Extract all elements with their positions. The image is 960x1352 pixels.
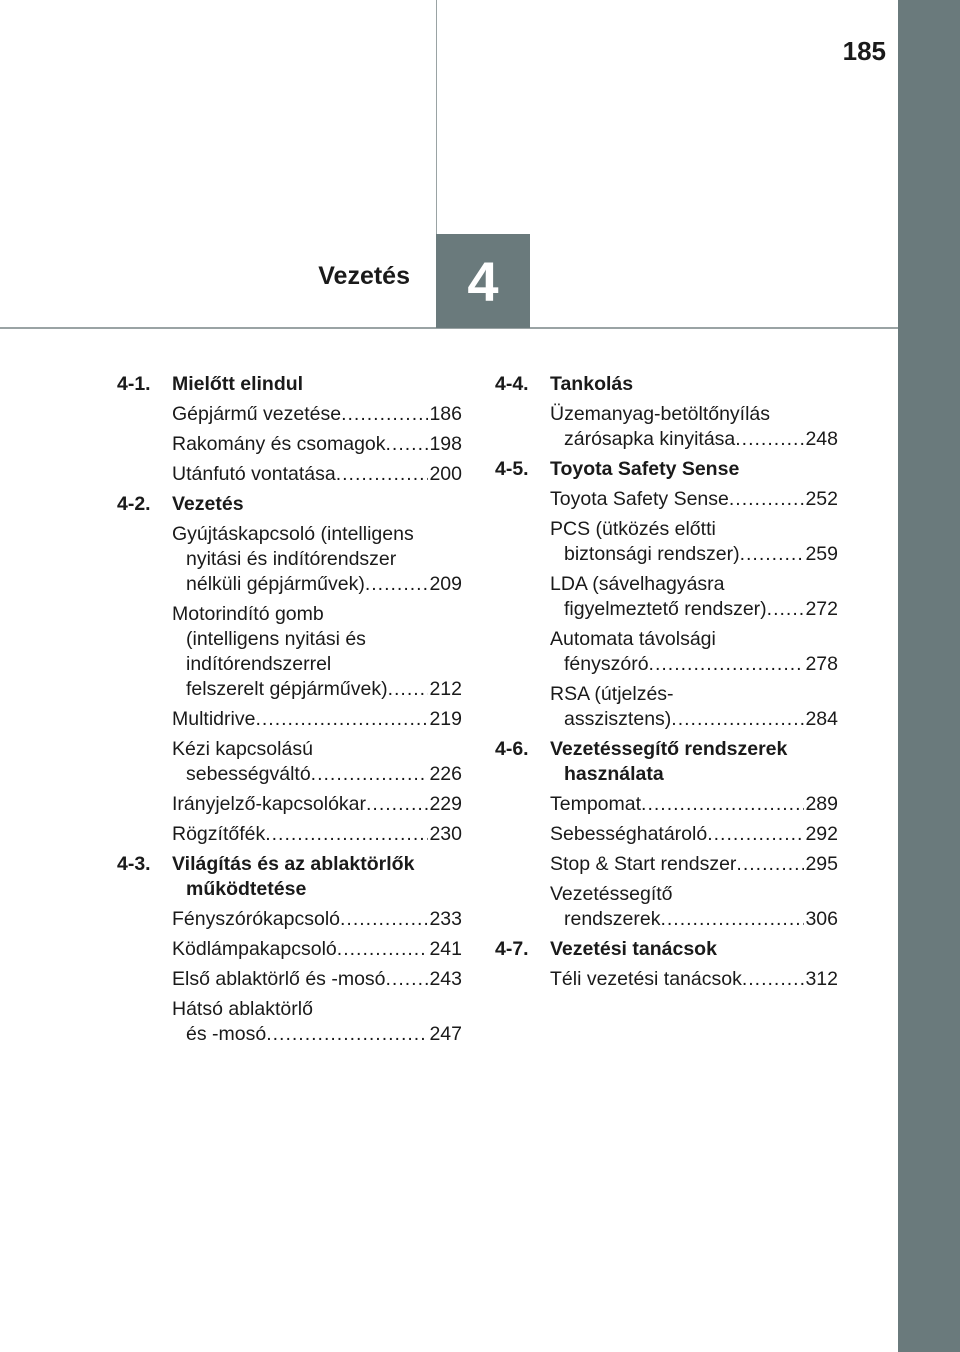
dot-leader <box>671 707 804 732</box>
entry-last-line <box>550 792 838 817</box>
toc-entry <box>495 852 838 877</box>
entry-text: Rögzítőfék <box>172 823 266 845</box>
toc-entry <box>495 967 838 992</box>
entry-page-number: 243 <box>429 968 462 990</box>
entry-text: Multidrive <box>172 708 256 730</box>
dot-leader <box>641 792 804 817</box>
entry-last-line <box>550 852 838 877</box>
section-title-line: Toyota Safety Sense <box>550 458 740 480</box>
dot-leader <box>365 572 429 597</box>
entry-page-number: 278 <box>805 653 838 675</box>
section-number: 4-1. <box>117 373 151 395</box>
entry-text-line: Hátsó ablaktörlő <box>172 998 313 1020</box>
section-title-line: Világítás és az ablaktörlők <box>172 853 415 875</box>
section-title <box>172 372 462 397</box>
toc-entry <box>117 432 462 457</box>
section-title-line: használata <box>564 763 664 785</box>
entry-last-line <box>172 1022 462 1047</box>
entry-text: figyelmeztető rendszer) <box>564 598 767 620</box>
toc-right-column <box>495 372 838 997</box>
toc-section-heading <box>495 937 838 962</box>
section-number: 4-4. <box>495 373 529 395</box>
toc-entry <box>495 682 838 732</box>
entry-text: Stop & Start rendszer <box>550 853 737 875</box>
section-title <box>550 457 838 482</box>
dot-leader <box>341 402 428 427</box>
entry-text: és -mosó <box>186 1023 267 1045</box>
toc-entry <box>117 822 462 847</box>
toc-entry <box>495 517 838 567</box>
entry-last-line <box>172 432 462 457</box>
entry-last-line <box>550 822 838 847</box>
toc-entry <box>117 997 462 1047</box>
dot-leader <box>386 967 429 992</box>
entry-text: Irányjelző-kapcsolókar <box>172 793 367 815</box>
section-title <box>172 492 462 517</box>
entry-page-number: 252 <box>805 488 838 510</box>
entry-last-line <box>172 462 462 487</box>
entry-text: Tempomat <box>550 793 642 815</box>
toc-section-heading <box>495 457 838 482</box>
entry-text: Első ablaktörlő és -mosó <box>172 968 386 990</box>
toc-entry <box>117 967 462 992</box>
entry-text: Téli vezetési tanácsok <box>550 968 742 990</box>
entry-last-line <box>172 822 462 847</box>
entry-last-line <box>550 967 838 992</box>
dot-leader <box>336 462 429 487</box>
toc-entry <box>495 792 838 817</box>
entry-last-line <box>172 937 462 962</box>
entry-page-number: 229 <box>429 793 462 815</box>
entry-text: Gépjármű vezetése <box>172 403 342 425</box>
entry-last-line <box>172 907 462 932</box>
toc-left-column <box>117 372 462 1052</box>
entry-page-number: 212 <box>429 678 462 700</box>
entry-text: fényszóró <box>564 653 649 675</box>
entry-last-line <box>172 677 462 702</box>
section-title <box>550 372 838 397</box>
entry-page-number: 209 <box>429 573 462 595</box>
entry-page-number: 230 <box>429 823 462 845</box>
entry-page-number: 233 <box>429 908 462 930</box>
entry-text-line: Vezetéssegítő <box>550 883 673 905</box>
toc-section-heading <box>117 372 462 397</box>
section-number: 4-6. <box>495 738 529 760</box>
entry-text: Rakomány és csomagok <box>172 433 386 455</box>
toc-entry <box>117 462 462 487</box>
dot-leader <box>388 677 429 702</box>
entry-text-line: Motorindító gomb <box>172 603 324 625</box>
entry-last-line <box>172 762 462 787</box>
entry-last-line <box>550 542 838 567</box>
entry-text-line: nyitási és indítórendszer <box>186 548 397 570</box>
section-number: 4-5. <box>495 458 529 480</box>
entry-last-line <box>172 707 462 732</box>
entry-last-line <box>172 792 462 817</box>
toc-entry <box>495 572 838 622</box>
section-number: 4-3. <box>117 853 151 875</box>
entry-page-number: 272 <box>805 598 838 620</box>
section-title-line: Vezetéssegítő rendszerek <box>550 738 788 760</box>
section-title-line: Vezetés <box>172 493 244 515</box>
entry-text: rendszerek <box>564 908 661 930</box>
toc-section-heading <box>117 852 462 902</box>
toc-entry <box>117 937 462 962</box>
dot-leader <box>337 937 429 962</box>
entry-last-line <box>172 967 462 992</box>
toc-section-heading <box>495 737 838 787</box>
entry-text: nélküli gépjárművek) <box>186 573 365 595</box>
entry-last-line <box>172 572 462 597</box>
dot-leader <box>660 907 804 932</box>
entry-last-line <box>550 652 838 677</box>
dot-leader <box>255 707 428 732</box>
entry-page-number: 247 <box>429 1023 462 1045</box>
entry-text: sebességváltó <box>186 763 311 785</box>
toc-entry <box>117 707 462 732</box>
section-title-line: Mielőtt elindul <box>172 373 304 395</box>
toc-entry <box>117 737 462 787</box>
entry-page-number: 306 <box>805 908 838 930</box>
dot-leader <box>735 427 804 452</box>
toc-entry <box>495 882 838 932</box>
dot-leader <box>736 852 804 877</box>
entry-text-line: (intelligens nyitási és <box>186 628 366 650</box>
toc-entry <box>117 602 462 702</box>
dot-leader <box>366 792 428 817</box>
entry-last-line <box>172 402 462 427</box>
toc-section-heading <box>117 492 462 517</box>
dot-leader <box>266 1022 428 1047</box>
entry-last-line <box>550 427 838 452</box>
entry-page-number: 248 <box>805 428 838 450</box>
entry-page-number: 219 <box>429 708 462 730</box>
entry-page-number: 284 <box>805 708 838 730</box>
entry-text-line: PCS (ütközés előtti <box>550 518 716 540</box>
entry-text: biztonsági rendszer) <box>564 543 740 565</box>
chapter-number: 4 <box>467 249 499 313</box>
entry-page-number: 186 <box>429 403 462 425</box>
toc-entry <box>117 907 462 932</box>
dot-leader <box>311 762 429 787</box>
dot-leader <box>340 907 428 932</box>
toc-entry <box>117 402 462 427</box>
section-number: 4-2. <box>117 493 151 515</box>
entry-page-number: 295 <box>805 853 838 875</box>
page-number: 185 <box>842 36 886 66</box>
entry-text: Utánfutó vontatása <box>172 463 336 485</box>
entry-text-line: Gyújtáskapcsoló (intelligens <box>172 523 414 545</box>
entry-text-line: Kézi kapcsolású <box>172 738 313 760</box>
entry-last-line <box>550 707 838 732</box>
entry-text-line: RSA (útjelzés- <box>550 683 674 705</box>
section-title-line: Vezetési tanácsok <box>550 938 717 960</box>
toc-entry <box>495 822 838 847</box>
chapter-number-box <box>436 234 530 328</box>
toc-entry <box>117 522 462 597</box>
entry-page-number: 289 <box>805 793 838 815</box>
entry-text: zárósapka kinyitása <box>564 428 736 450</box>
entry-text-line: LDA (sávelhagyásra <box>550 573 725 595</box>
entry-text: asszisztens) <box>564 708 672 730</box>
toc-entry <box>117 792 462 817</box>
section-title-line: működtetése <box>186 878 307 900</box>
dot-leader <box>649 652 805 677</box>
side-tab-bar <box>898 0 960 1352</box>
entry-page-number: 259 <box>805 543 838 565</box>
entry-text: Sebességhatároló <box>550 823 708 845</box>
entry-text-line: Automata távolsági <box>550 628 716 650</box>
entry-last-line <box>550 907 838 932</box>
entry-text: Fényszórókapcsoló <box>172 908 340 930</box>
entry-text: Ködlámpakapcsoló <box>172 938 337 960</box>
entry-page-number: 226 <box>429 763 462 785</box>
section-title <box>550 737 838 787</box>
section-title <box>172 852 462 902</box>
entry-page-number: 292 <box>805 823 838 845</box>
dot-leader <box>740 542 805 567</box>
toc-section-heading <box>495 372 838 397</box>
dot-leader <box>767 597 805 622</box>
section-title-line: Tankolás <box>550 373 634 395</box>
entry-page-number: 198 <box>429 433 462 455</box>
toc-entry <box>495 627 838 677</box>
dot-leader <box>707 822 804 847</box>
section-title <box>550 937 838 962</box>
dot-leader <box>742 967 805 992</box>
chapter-title: Vezetés <box>318 262 410 290</box>
entry-last-line <box>550 487 838 512</box>
entry-page-number: 241 <box>429 938 462 960</box>
entry-last-line <box>550 597 838 622</box>
entry-text: Toyota Safety Sense <box>550 488 729 510</box>
dot-leader <box>265 822 428 847</box>
entry-page-number: 200 <box>429 463 462 485</box>
entry-text: felszerelt gépjárművek) <box>186 678 388 700</box>
dot-leader <box>386 432 429 457</box>
section-number: 4-7. <box>495 938 529 960</box>
entry-page-number: 312 <box>805 968 838 990</box>
toc-entry <box>495 487 838 512</box>
entry-text-line: indítórendszerrel <box>186 653 332 675</box>
entry-text-line: Üzemanyag-betöltőnyílás <box>550 403 771 425</box>
toc-entry <box>495 402 838 452</box>
dot-leader <box>729 487 805 512</box>
